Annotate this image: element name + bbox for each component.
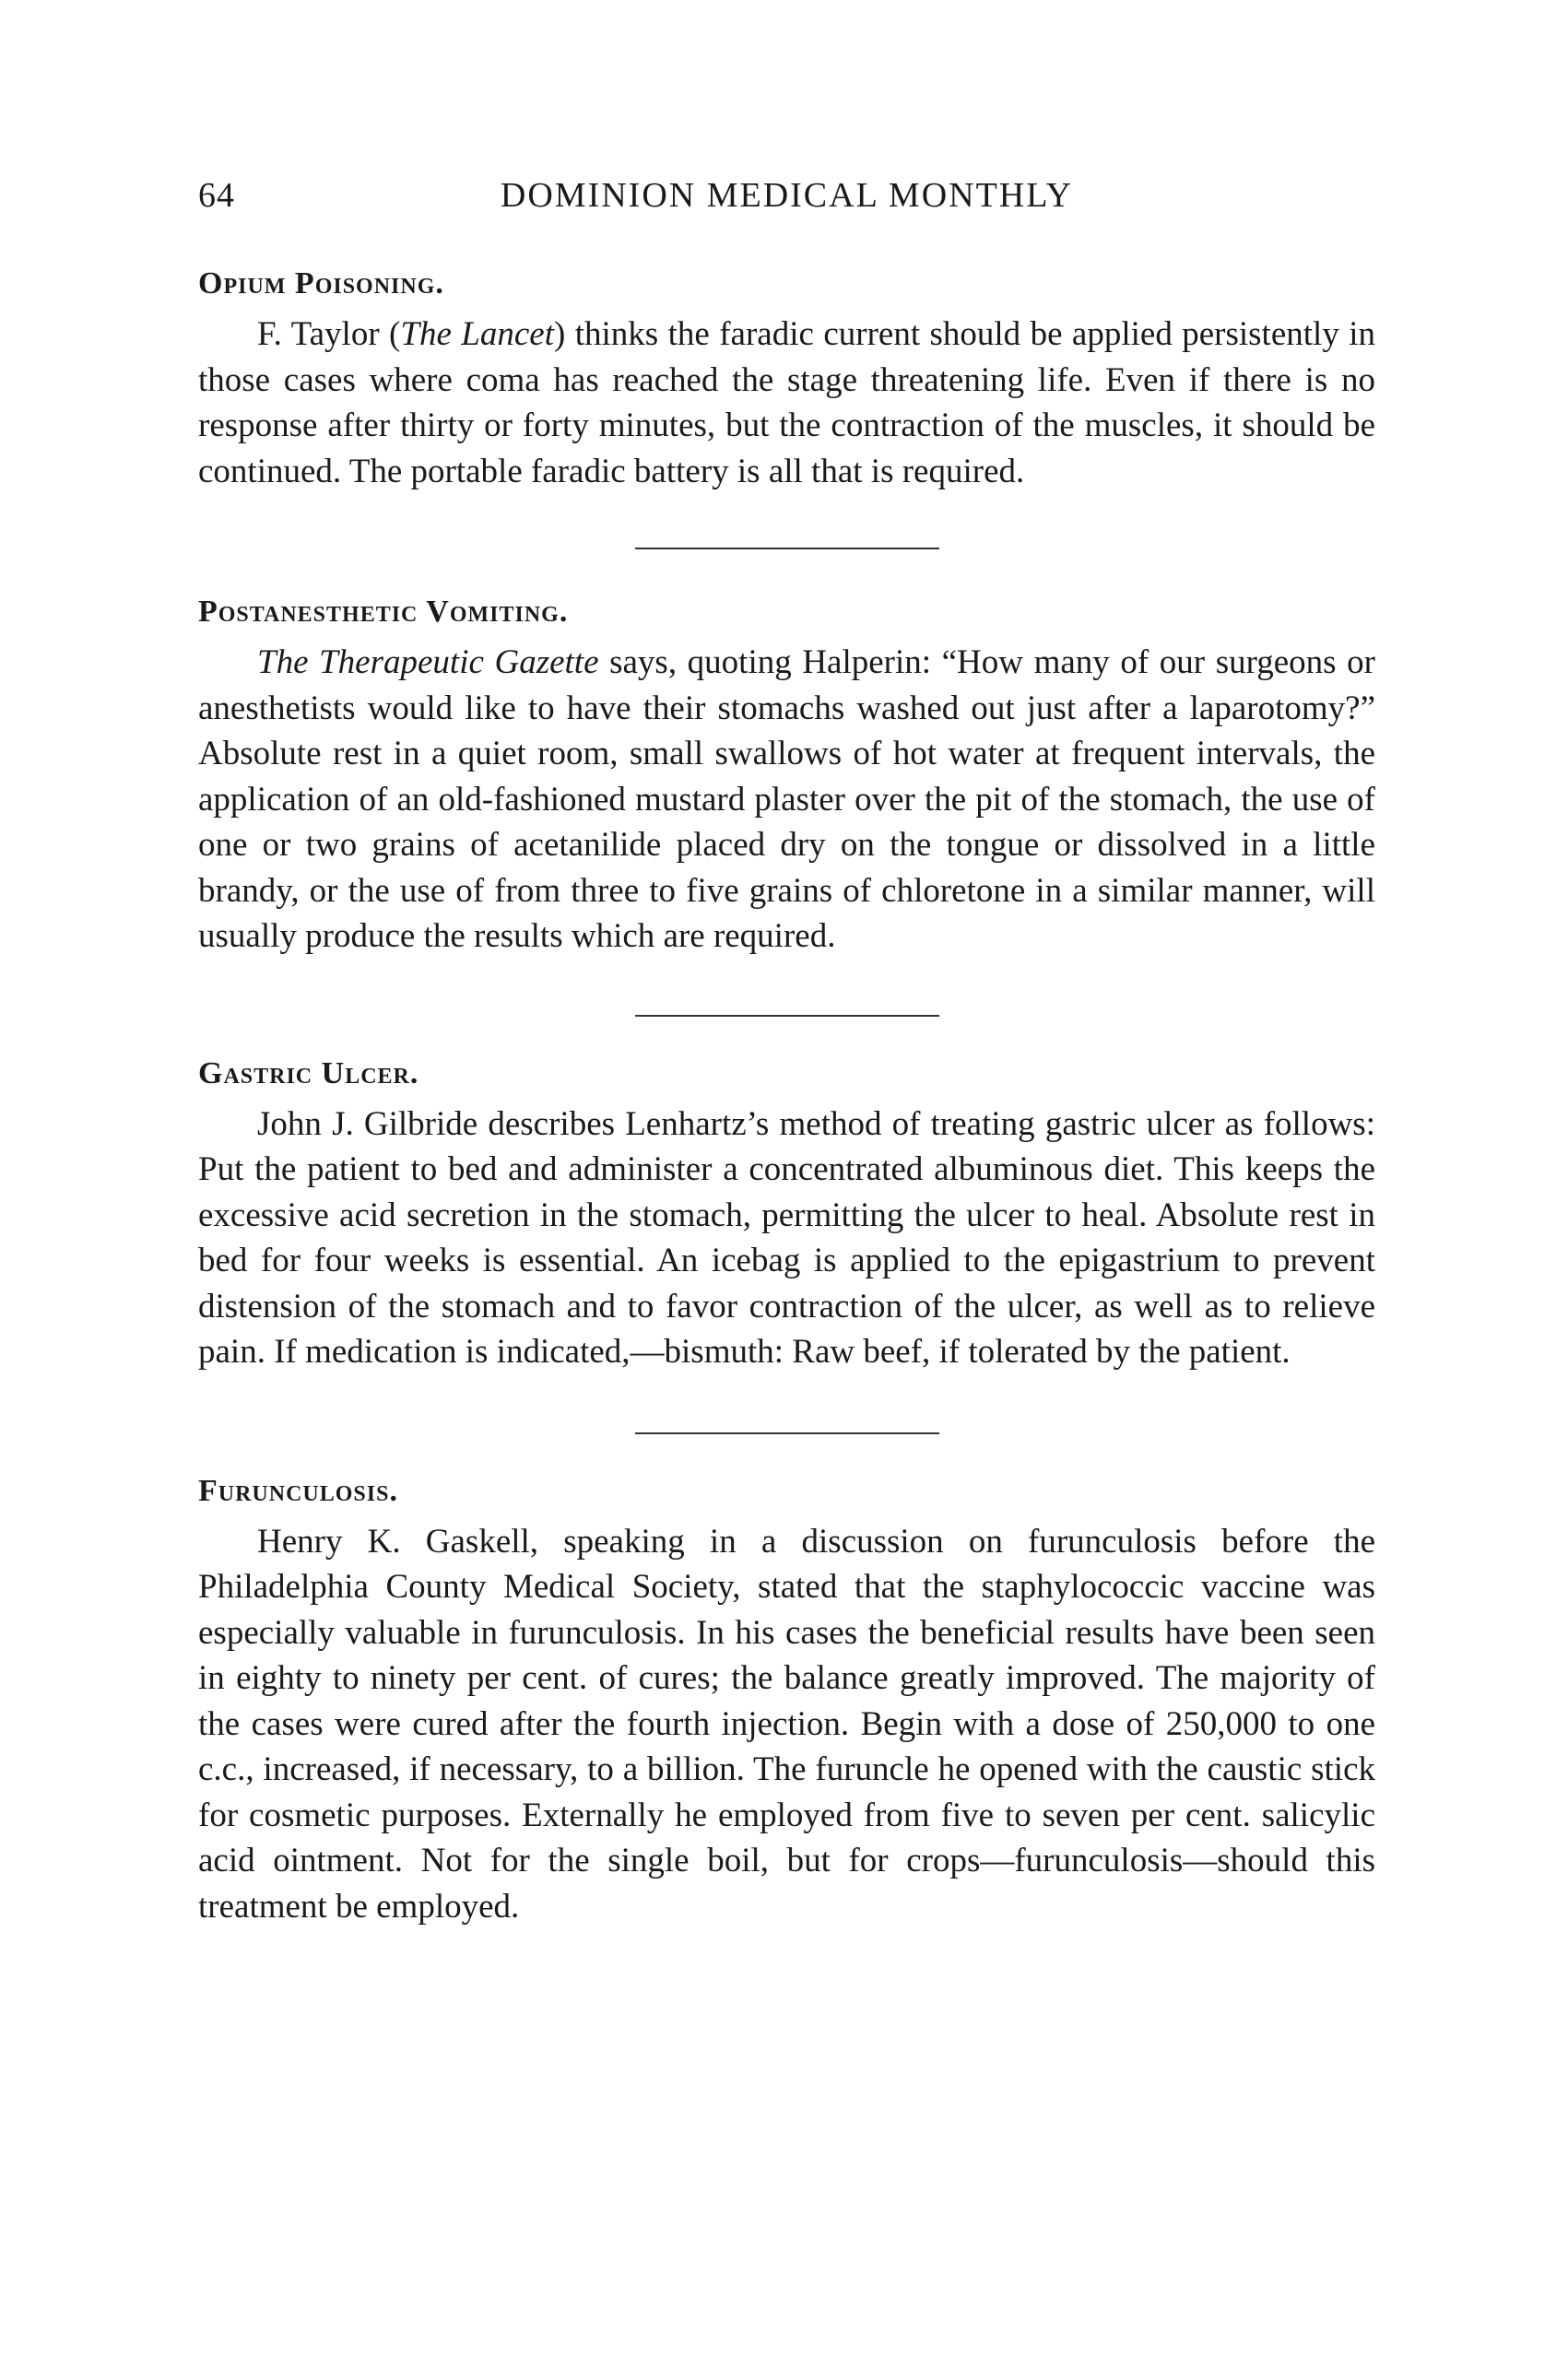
page-number: 64: [198, 176, 235, 215]
page: [198, 175, 1375, 1929]
running-head: [198, 175, 1375, 230]
section-heading: Gastric Ulcer.: [198, 1055, 419, 1090]
journal-citation: The Lancet: [400, 315, 555, 353]
section-divider: [635, 1015, 939, 1017]
journal-citation: The Therapeutic Gazette: [257, 643, 599, 681]
section-heading: Furunculosis.: [198, 1473, 398, 1508]
section-body: [198, 312, 1375, 494]
section-opium-poisoning: [198, 264, 1375, 494]
section-divider: [635, 1432, 939, 1434]
section-heading: Postanesthetic Vomiting.: [198, 595, 569, 629]
section-body: Henry K. Gaskell, speaking in a discussion on furunculosis before the Philadelphia County Medical Society, stated that the staphylococcic vaccine was especially valuable in furunculosis. In his cases the beneficial results have been seen in eighty to ninety per cent. of cures; the balance greatly improved. The majority of the cases were cured after the fourth injection. Begin with a dose of 250,000 to one c.c., increased, if necessary, to a billion. The furuncle he opened with the caustic stick for cosmetic purposes. Externally he employed from five to seven per cent. salicylic acid ointment. Not for the single boil, but for crops—furunculosis—should this treatment be employed.: [198, 1522, 1375, 1926]
body-text: says, quoting Halperin: “How many of our surgeons or anesthetists would like to have their stomachs washed out just after a laparotomy?” Absolute rest in a quiet room, small swallows of hot water at frequent intervals, the application of an old-fashioned mustard plaster over the pit of the stomach, the use of one or two grains of acetanilide placed dry on the tongue or dissolved in a little brandy, or the use of from three to five grains of chloretone in a similar manner, will usually produce the results which are required.: [198, 643, 1375, 955]
journal-title: DOMINION MEDICAL MONTHLY: [500, 176, 1074, 215]
section-postanesthetic-vomiting: [198, 592, 1375, 960]
section-body: John J. Gilbride describes Lenhartz’s method of treating gastric ulcer as follows: Put the patient to bed and administer a concentrated albuminous diet. This keeps the excessive acid secretion in the stomach, permitting the ulcer to heal. Absolute rest in bed for four weeks is essential. An icebag is applied to the epigastrium to prevent distension of the stomach and to favor contraction of the ulcer, as well as to relieve pain. If medication is indicated,—bismuth: Raw beef, if tolerated by the patient.: [198, 1104, 1375, 1371]
section-gastric-ulcer: [198, 1054, 1375, 1375]
section-furunculosis: [198, 1471, 1375, 1930]
section-body: [198, 640, 1375, 960]
section-divider: [635, 548, 939, 549]
section-heading: Opium Poisoning.: [198, 266, 444, 300]
body-text: F. Taylor (: [257, 315, 401, 353]
body-text: ) thinks the faradic current should be applied persistently in those cases where coma has reached the stage threatening life. Even if there is no response after thirty or forty minutes, but the contraction of the muscles, it should be continued. The portable faradic battery is all that is required.: [198, 315, 1376, 490]
